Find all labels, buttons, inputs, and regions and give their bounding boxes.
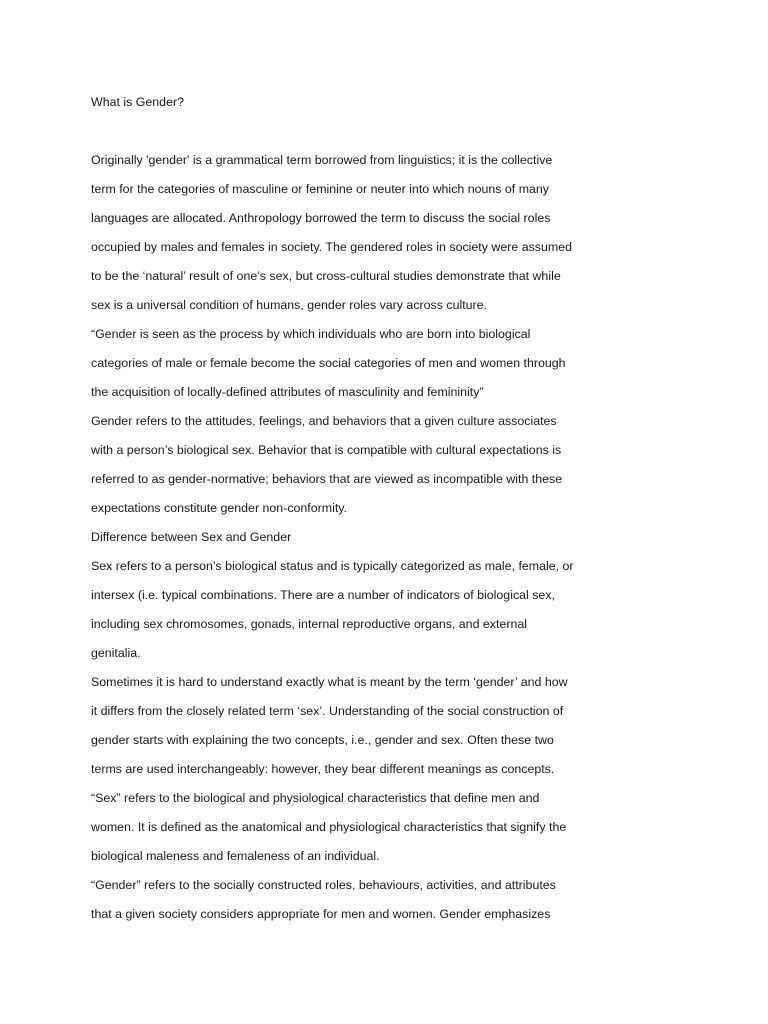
paragraph-line: that a given society considers appropriate for men and women. Gender emphasizes	[91, 907, 551, 921]
paragraph-line: languages are allocated. Anthropology borrowed the term to discuss the social roles	[91, 211, 551, 225]
paragraph-line: expectations constitute gender non-conformity.	[91, 501, 347, 515]
paragraph-line: it differs from the closely related term ‘sex’. Understanding of the social construction of	[91, 704, 564, 718]
paragraph-line: term for the categories of masculine or feminine or neuter into which nouns of many	[91, 182, 549, 196]
paragraph-line: Gender refers to the attitudes, feelings, and behaviors that a given culture associates	[91, 414, 557, 428]
paragraph-line: terms are used interchangeably: however, they bear different meanings as concepts.	[91, 762, 555, 776]
paragraph-line: “Sex” refers to the biological and physiological characteristics that define men and	[91, 791, 540, 805]
section-heading: Difference between Sex and Gender	[91, 530, 292, 544]
paragraph-line: occupied by males and females in society. The gendered roles in society were assumed	[91, 240, 572, 254]
paragraph-line: to be the ‘natural’ result of one’s sex, but cross-cultural studies demonstrate that while	[91, 269, 561, 283]
paragraph-line: biological maleness and femaleness of an individual.	[91, 849, 380, 863]
quote-line: “Gender is seen as the process by which individuals who are born into biological	[91, 327, 531, 341]
paragraph-line: Sex refers to a person’s biological status and is typically categorized as male, female, or	[91, 559, 574, 573]
paragraph-line: sex is a universal condition of humans, gender roles vary across culture.	[91, 298, 488, 312]
paragraph-line: intersex (i.e. typical combinations. There are a number of indicators of biological sex,	[91, 588, 555, 602]
paragraph-line: including sex chromosomes, gonads, internal reproductive organs, and external	[91, 617, 527, 631]
paragraph-line: referred to as gender-normative; behaviors that are viewed as incompatible with these	[91, 472, 563, 486]
paragraph-line: “Gender” refers to the socially constructed roles, behaviours, activities, and attributes	[91, 878, 556, 892]
paragraph-line: Originally 'gender' is a grammatical term borrowed from linguistics; it is the collective	[91, 153, 553, 167]
quote-line: the acquisition of locally-defined attributes of masculinity and femininity”	[91, 385, 484, 399]
paragraph-line: Sometimes it is hard to understand exactly what is meant by the term ‘gender’ and how	[91, 675, 568, 689]
paragraph-line: with a person’s biological sex. Behavior that is compatible with cultural expectations is	[91, 443, 562, 457]
quote-line: categories of male or female become the social categories of men and women through	[91, 356, 566, 370]
paragraph-line: genitalia.	[91, 646, 141, 660]
paragraph-line: gender starts with explaining the two concepts, i.e., gender and sex. Often these two	[91, 733, 554, 747]
document-title: What is Gender?	[91, 95, 184, 109]
paragraph-line: women. It is defined as the anatomical and physiological characteristics that signify the	[91, 820, 567, 834]
